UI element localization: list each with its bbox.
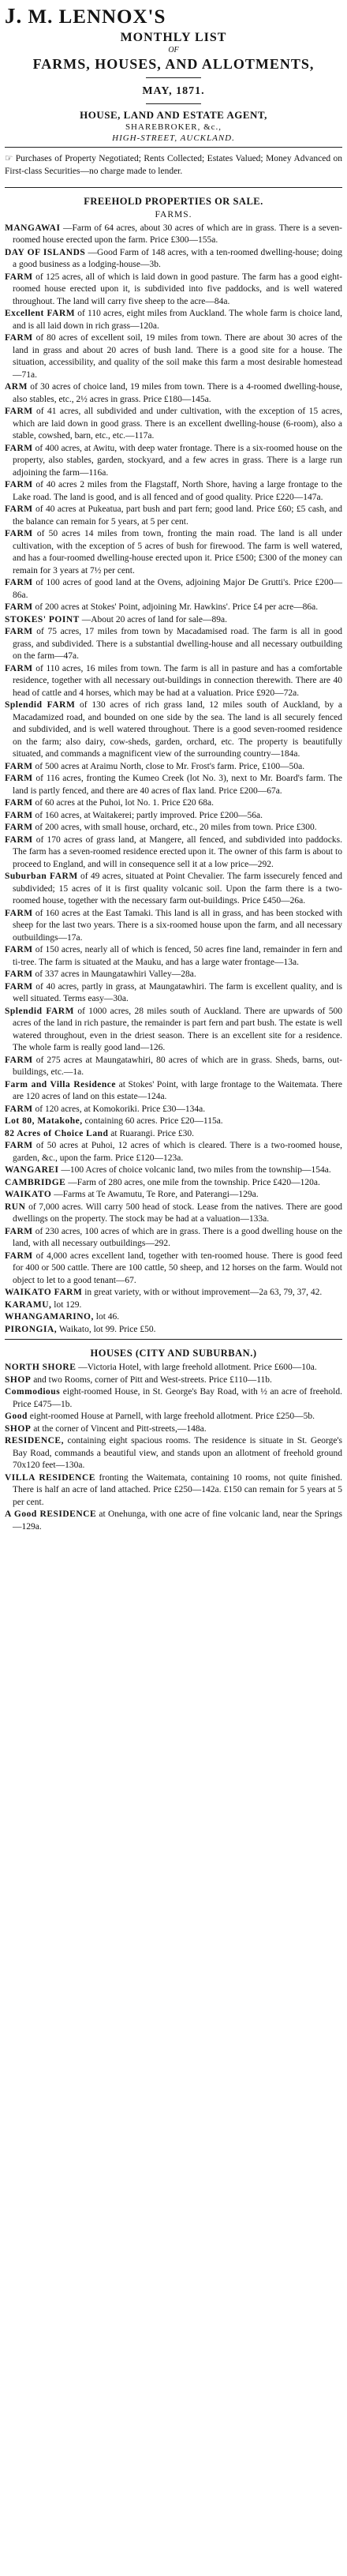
listing-text: of 116 acres, fronting the Kumeo Creek (lot No. 3), next to Mr. Board's farm. The land is partly fenced, and there are 40 acres of flax land. Price £200—67a. [13,774,342,796]
listing-list [5,1362,342,1533]
listing-lead: KARAMU, [5,1299,52,1310]
listing-text: of 150 acres, nearly all of which is fenced, 50 acres fine land, remainder in fern and ti-tree. The farm is situated at the Mauku, and has a large water frontage—13a. [13,945,342,967]
pointing-hand-icon: ☞ [5,154,13,163]
listing-text: of 200 acres, with small house, orchard, etc., 20 miles from town. Price £300. [35,823,317,832]
divider [146,77,201,78]
listing-item [5,1055,342,1079]
listing-item [5,944,342,969]
listing-text: of 60 acres at the Puhoi, lot No. 1. Price £20 68a. [35,798,214,808]
listing-lead: FARM [5,1141,33,1150]
listing-item [5,981,342,1006]
listing-text: of 120 acres, at Komokoriki. Price £30—134a. [35,1104,206,1114]
agency-name: HOUSE, LAND AND ESTATE AGENT, [80,109,267,121]
section-heading: FREEHOLD PROPERTIES OR SALE. [84,195,263,207]
title-monthly-list: MONTHLY LIST [120,31,227,44]
intro-notice [5,152,342,178]
listing-item [5,1324,342,1337]
listing-lead: Good [5,1412,28,1421]
listing-item [5,1202,342,1226]
listing-lead: WHANGAMARINO, [5,1312,94,1322]
divider [5,1339,342,1340]
listing-text: —About 20 acres of land for sale—89a. [81,614,227,624]
listing-item [5,614,342,627]
listing-lead: FARM [5,663,33,673]
listing-item [5,504,342,528]
listing-text: lot 46. [95,1312,120,1322]
listing-item [5,577,342,602]
listing-text: at the corner of Vincent and Pitt-streets,—148a. [33,1423,207,1434]
listing-text: of 110 acres, eight miles from Auckland. The whole farm is choice land, and is all laid down in rich grass—120a. [13,309,343,331]
listing-item [5,602,342,614]
listing-lead: FARM [5,1104,33,1114]
listing-lead: CAMBRIDGE [5,1177,66,1187]
listing-text: of 100 acres of good land at the Ovens, adjoining Major De Grutti's. Price £200—86a. [13,578,342,600]
listing-text: —Good Farm of 148 acres, with a ten-roomed dwelling-house; doing a good business as a lodging-house—3b. [13,247,343,269]
listing-text: of 7,000 acres. Will carry 500 head of stock. Lease from the natives. There are good dwellings on the property. The stock may be had at a valuation—133a. [13,1202,342,1224]
listing-text: of 400 acres, at Awitu, with deep water frontage. There is a six-roomed house on the property, also stables, garden, stockyard, and a few acres in grass. There is a large run adjoining the farm—116a. [13,443,343,478]
listing-text: of 1000 acres, 28 miles south of Auckland. There are upwards of 500 acres of the land in rich pasture, the remainder is part fern and part bush. The estate is well watered throughout, even in the driest season. There is an excellent site for a residence. The whole farm is really good land—126. [13,1006,343,1052]
listing-item [5,834,342,872]
listing-lead: MANGAWAI [5,223,61,233]
document-page [0,5,347,2576]
listing-text: of 275 acres at Maungatawhiri, 80 acres of which are in grass. Sheds, barns, out-buildings, etc.—1a. [13,1055,342,1077]
listing-text: of 500 acres at Araimu North, close to Mr. Frost's farm. Price, £100—50a. [35,761,305,771]
section-heading: HOUSES (CITY AND SUBURBAN.) [90,1348,257,1359]
listing-item [5,1374,342,1387]
listing-lead: Splendid FARM [5,1006,74,1016]
listing-text: eight-roomed House at Parnell, with large freehold allotment. Price £250—5b. [29,1412,315,1421]
listing-lead: VILLA RESIDENCE [5,1472,95,1483]
title-farms-houses: FARMS, HOUSES, AND ALLOTMENTS, [32,56,315,72]
listing-text: —Farm of 64 acres, about 30 acres of which are in grass. There is a seven-roomed house erected upon the farm. Price £300—155a. [13,223,342,245]
listing-lead: FARM [5,810,33,820]
listing-lead: FARM [5,627,33,636]
divider [5,147,342,148]
listing-lead: A Good RESIDENCE [5,1509,97,1519]
listing-item [5,810,342,823]
listing-text: —Victoria Hotel, with large freehold allotment. Price £600—10a. [78,1363,317,1372]
listing-text: of 230 acres, 100 acres of which are in grass. There is a good dwelling house on the land, with all necessary outbuildings—292. [13,1226,343,1248]
listing-item [5,1311,342,1324]
listing-item [5,1226,342,1251]
listing-item [5,1287,342,1299]
listing-lead: FARM [5,443,33,453]
listing-lead: FARM [5,529,33,538]
listing-lead: FARM [5,333,33,343]
listing-item [5,381,342,406]
listing-item [5,1299,342,1312]
listing-lead: Farm and Villa Residence [5,1079,117,1089]
listing-item [5,1189,342,1202]
listing-lead: Lot 80, Matakohe, [5,1116,83,1126]
listing-text: of 130 acres of rich grass land, 12 miles south of Auckland, by a Macadamized road, and bounded on one side by the sea. The land is all securely fenced and subdivided, and is well watered throughout. There is a good seven-roomed residence on the farm; also dairy, cow-sheds, garden, orchard, etc. The property is beautifully situated, and commands a magnificent view of the surrounding country—184a. [13,700,343,759]
listing-lead: NORTH SHORE [5,1363,76,1372]
listing-item [5,797,342,810]
listing-text: of 200 acres at Stokes' Point, adjoining Mr. Hawkins'. Price £4 per acre—86a. [35,602,319,612]
listing-lead: 82 Acres of Choice Land [5,1128,109,1138]
listing-lead: FARM [5,480,33,489]
listing-text: —100 Acres of choice volcanic land, two miles from the township—154a. [61,1165,331,1175]
listing-lead: FARM [5,823,33,832]
listing-item [5,332,342,381]
listing-item [5,223,342,247]
listing-item [5,1177,342,1190]
listing-lead: RUN [5,1202,26,1212]
listing-item [5,1116,342,1128]
listing-item [5,272,342,309]
listing-text: of 110 acres, 16 miles from town. The farm is all in pasture and has a comfortable residence, together with all necessary out-buildings in connection therewith. There are 40 head of cattle and 4 horses, which may be had at a valuation. Price £920—72a. [13,663,342,698]
listing-lead: WAIKATO [5,1190,52,1199]
listing-item [5,1509,342,1533]
listing-text: of 30 acres of choice land, 19 miles from town. There is a 4-roomed dwelling-house, also stables, etc., 2½ acres in grass. Price £180—145a. [13,382,342,404]
listing-lead: FARM [5,761,33,771]
masthead [5,5,342,28]
listing-text: at Ruarangi. Price £30. [110,1128,194,1138]
intro-text: Purchases of Property Negotiated; Rents Collected; Estates Valued; Money Advanced on First-class Securities—no charge made to lender. [5,154,343,176]
listing-item [5,969,342,981]
listing-text: eight-roomed House, in St. George's Bay Road, with ½ an acre of freehold. Price £475—1b. [13,1387,342,1409]
listing-item [5,1079,342,1104]
listing-text: of 41 acres, all subdivided and under cultivation, with the exception of 15 acres, which are laid down in good grass. There is an excellent dwelling-house (6-room), also a stable, cowshed, barn, etc., etc.—117a. [13,407,342,441]
listing-text: of 40 acres at Pukeatua, part bush and part fern; good land. Price £60; £5 cash, and the balance can remain for 5 years, at 5 per cent. [13,504,342,527]
listing-lead: DAY OF ISLANDS [5,247,86,257]
listing-lead: FARM [5,1055,33,1065]
listing-item [5,663,342,700]
listing-text: of 50 acres 14 miles from town, fronting the main road. The land is all under cultivation, with the exception of 5 acres of bush for firewood. The farm is well watered, and has a four-roomed dwelling-house erected upon it. Price £500; £300 of the money can remain for 3 years at 7½ per cent. [13,529,343,576]
listing-lead: STOKES' POINT [5,614,80,624]
listing-lead: RESIDENCE, [5,1436,64,1445]
listing-text: and two Rooms, corner of Pitt and West-streets. Price £110—11b. [33,1374,272,1385]
masthead-name: M. LENNOX'S [28,6,166,28]
listing-lead: Suburban FARM [5,872,78,881]
listing-lead: FARM [5,272,33,282]
section-subheading: FARMS. [155,209,192,219]
listing-item [5,908,342,945]
listing-lead: FARM [5,969,33,979]
listing-lead: ARM [5,382,28,392]
listing-lead: SHOP [5,1423,32,1434]
listing-lead: FARM [5,1226,33,1236]
listing-item [5,1006,342,1055]
listing-text: —Farms at Te Awamutu, Te Rore, and Paterangi—129a. [54,1190,259,1199]
listing-text: at Stokes' Point, with large frontage to the Waitemata. There are 120 acres of land on this estate—124a. [13,1079,342,1101]
listing-lead: SHOP [5,1374,32,1385]
listing-item [5,528,342,577]
listing-item [5,1472,342,1509]
listing-lead: FARM [5,602,33,612]
listing-text: in great variety, with or without improvement—2a 63, 79, 37, 42. [84,1288,323,1297]
listing-list [5,223,342,1337]
listing-text: of 337 acres in Maungatawhiri Valley—28a. [35,969,196,979]
listing-text: of 40 acres 2 miles from the Flagstaff, North Shore, having a large frontage to the Lake road. The land is good, and is all fenced and of good quality. Price £220—147a. [13,480,343,502]
listing-text: containing eight spacious rooms. The residence is situate in St. George's Bay Road, commands a beautiful view, and stands upon an allotment of freehold ground 70x120 feet—130a. [13,1436,343,1470]
listing-lead: WANGAREI [5,1165,59,1175]
divider [146,103,201,104]
listing-lead: FARM [5,945,33,954]
listing-item [5,443,342,480]
listing-item [5,1386,342,1411]
listing-text: of 40 acres, partly in grass, at Maungatawhiri. The farm is excellent quality, and is well situated. Terms easy—30a. [13,981,343,1003]
listing-item [5,1251,342,1288]
issue-date: MAY, 1871. [142,85,205,97]
listing-item [5,406,342,443]
listing-text: of 125 acres, all of which is laid down in good pasture. The farm has a good eight-roomed house erected upon it, is subdivided into five paddocks, and is well watered throughout. The land will carry five sheep to the acre—84a. [13,272,343,306]
listing-lead: Commodious [5,1387,61,1397]
listing-text: of 75 acres, 17 miles from town by Macadamised road. The farm is all in good grass, and subdivided. There is a substantial dwelling-house and all necessary outbuilding on the farm—47a. [13,627,342,661]
listing-lead: FARM [5,798,33,808]
listing-item [5,626,342,663]
agency-address: HIGH-STREET, AUCKLAND. [112,133,235,143]
listing-item [5,1411,342,1423]
listing-item [5,1435,342,1472]
listing-text: Waikato, lot 99. Price £50. [58,1324,156,1334]
listing-text: of 4,000 acres excellent land, together with ten-roomed house. There is good feed for 400 or 500 cattle. There are 100 cattle, 50 sheep, and 12 horses on the farm. Would not object to let to a good tenant—67. [13,1251,343,1285]
listing-sections [5,187,342,1534]
listing-text: containing 60 acres. Price £20—115a. [84,1116,223,1126]
listing-lead: FARM [5,1251,33,1261]
listing-lead: FARM [5,578,33,587]
listing-item [5,1140,342,1164]
listing-text: at Onehunga, with one acre of fine volcanic land, near the Springs—129a. [13,1509,342,1532]
listing-lead: FARM [5,908,33,918]
listing-item [5,1423,342,1436]
listing-text: of 49 acres, situated at Point Chevalier. The farm issecurely fenced and subdivided; 15 acres of it is first quality volcanic soil. Upon the farm there is a two-roomed house, together with the necessary farm out-buildings. Price £450—26a. [13,872,342,906]
listing-item [5,1362,342,1374]
listing-text: of 80 acres of excellent soil, 19 miles from town. There are about 30 acres of the land in grass and about 20 acres of bush land. There is a good site for a house. The situation, accessibility, and quality of the soil make this farm a most desirable homestead—71a. [13,333,343,380]
listing-lead: PIRONGIA, [5,1324,58,1334]
listing-item [5,1128,342,1141]
listing-lead: FARM [5,834,33,845]
listing-text: of 170 acres of grass land, at Mangere, all fenced, and subdivided into paddocks. The farm has a seven-roomed residence erected upon it. The owner of this farm is about to proceed to England, and will in consequence sell it at a low price—292. [13,834,342,869]
listing-lead: WAIKATO FARM [5,1288,83,1297]
listing-text: of 50 acres at Puhoi, 12 acres of which is cleared. There is a two-roomed house, garden, &c., upon the farm. Price £120—123a. [13,1141,343,1163]
listing-item [5,1104,342,1116]
listing-lead: Excellent FARM [5,309,76,318]
masthead-initial: J. [5,5,23,28]
listing-lead: FARM [5,407,33,416]
listing-lead: FARM [5,981,33,992]
listing-item [5,247,342,272]
listing-item [5,699,342,761]
listing-lead: FARM [5,774,33,783]
listing-item [5,871,342,908]
listing-lead: Splendid FARM [5,700,76,710]
agency-subtitle: SHAREBROKER, &c., [125,122,222,132]
listing-item [5,822,342,834]
listing-text: lot 129. [54,1299,82,1310]
listing-item [5,479,342,504]
listing-item [5,308,342,332]
title-of: OF [168,46,179,54]
listing-text: —Farm of 280 acres, one mile from the township. Price £420—120a. [68,1177,320,1187]
listing-lead: FARM [5,504,33,514]
listing-text: of 160 acres, at Waitakerei; partly improved. Price £200—56a. [35,810,263,820]
listing-item [5,773,342,797]
divider [5,187,342,188]
listing-item [5,761,342,774]
listing-text: of 160 acres at the East Tamaki. This land is all in grass, and has been stocked with sheep for the last two years. There is a six-roomed house upon the farm, and all necessary outbuildings—17a. [13,908,342,943]
listing-text: fronting the Waitemata, containing 10 rooms, not quite finished. There is half an acre of land attached. Price £250—142a. £150 can remain for 5 years at 5 per cent. [13,1472,343,1507]
listing-item [5,1164,342,1177]
